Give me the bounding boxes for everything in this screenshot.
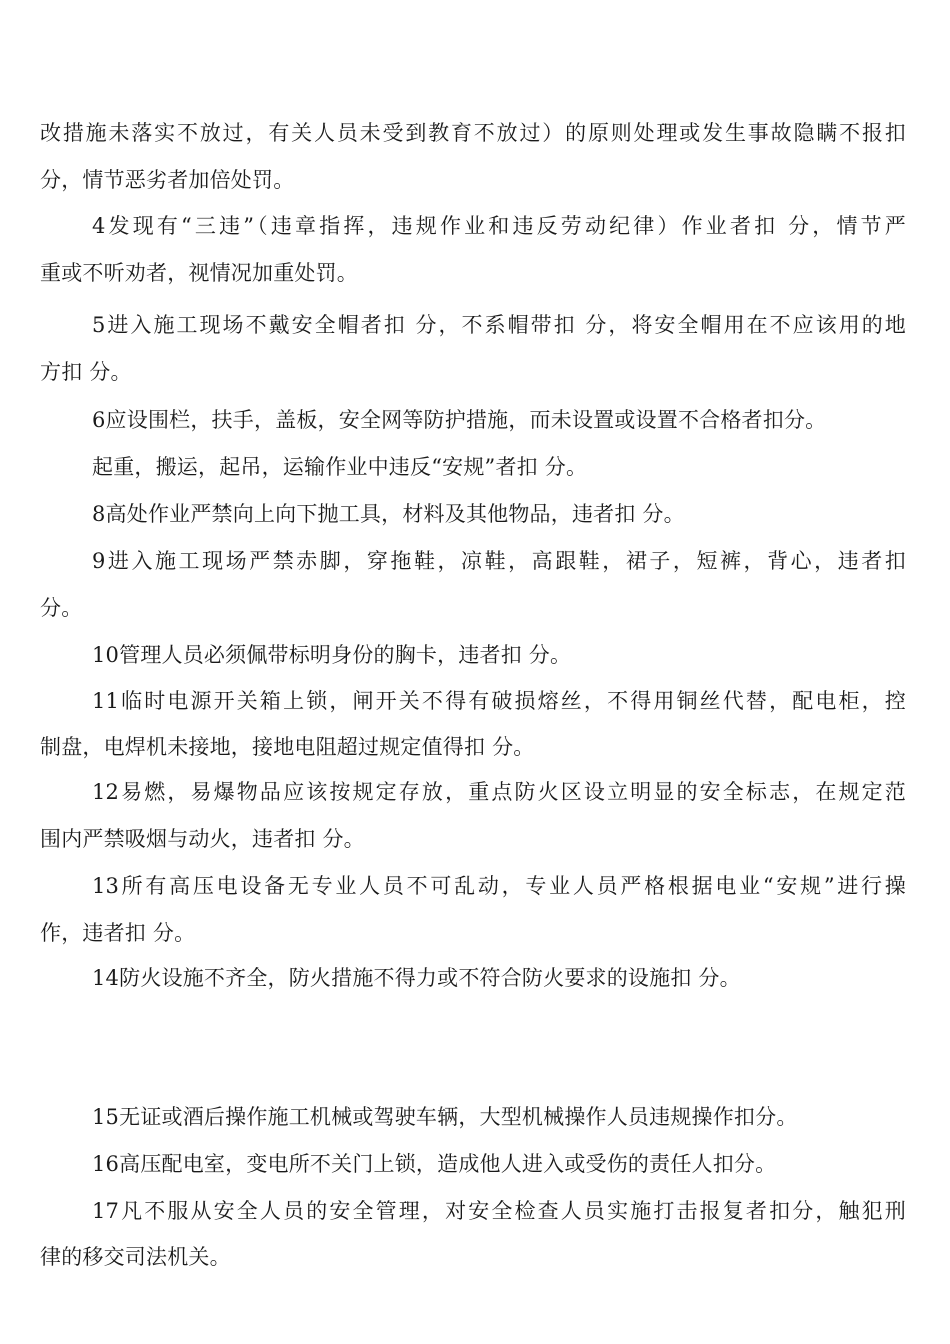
paragraph-line: 分。 <box>40 596 83 620</box>
paragraph-line: 14防火设施不齐全，防火措施不得力或不符合防火要求的设施扣 分。 <box>92 966 741 990</box>
paragraph-line: 5进入施工现场不戴安全帽者扣 分，不系帽带扣 分，将安全帽用在不应该用的地 <box>92 313 906 337</box>
paragraph-line: 8高处作业严禁向上向下抛工具，材料及其他物品，违者扣 分。 <box>92 502 685 526</box>
paragraph-line: 15无证或酒后操作施工机械或驾驶车辆，大型机械操作人员违规操作扣分。 <box>92 1105 798 1129</box>
paragraph-line: 6应设围栏，扶手，盖板，安全网等防护措施，而未设置或设置不合格者扣分。 <box>92 408 827 432</box>
paragraph-line: 分，情节恶劣者加倍处罚。 <box>40 168 295 192</box>
paragraph-line: 重或不听劝者，视情况加重处罚。 <box>40 261 358 285</box>
paragraph-line: 13所有高压电设备无专业人员不可乱动，专业人员严格根据电业“安规”进行操 <box>92 874 906 898</box>
paragraph-line: 律的移交司法机关。 <box>40 1245 231 1269</box>
paragraph-line: 改措施未落实不放过，有关人员未受到教育不放过）的原则处理或发生事故隐瞒不报扣 <box>40 121 906 145</box>
paragraph-line: 12易燃，易爆物品应该按规定存放，重点防火区设立明显的安全标志，在规定范 <box>92 780 906 804</box>
paragraph-line: 9进入施工现场严禁赤脚，穿拖鞋，凉鞋，高跟鞋，裙子，短裤，背心，违者扣 <box>92 549 906 573</box>
paragraph-line: 10管理人员必须佩带标明身份的胸卡，违者扣 分。 <box>92 643 572 667</box>
paragraph-line: 4发现有“三违”（违章指挥，违规作业和违反劳动纪律）作业者扣 分，情节严 <box>92 214 906 238</box>
paragraph-line: 11临时电源开关箱上锁，闸开关不得有破损熔丝，不得用铜丝代替，配电柜，控 <box>92 689 906 713</box>
paragraph-line: 方扣 分。 <box>40 360 132 384</box>
paragraph-line: 围内严禁吸烟与动火，违者扣 分。 <box>40 827 365 851</box>
paragraph-line: 17凡不服从安全人员的安全管理，对安全检查人员实施打击报复者扣分，触犯刑 <box>92 1199 906 1223</box>
paragraph-line: 16高压配电室，变电所不关门上锁，造成他人进入或受伤的责任人扣分。 <box>92 1152 777 1176</box>
paragraph-line: 制盘，电焊机未接地，接地电阻超过规定值得扣 分。 <box>40 735 535 759</box>
paragraph-line: 作，违者扣 分。 <box>40 921 196 945</box>
paragraph-line: 起重，搬运，起吊，运输作业中违反“安规”者扣 分。 <box>92 455 588 479</box>
